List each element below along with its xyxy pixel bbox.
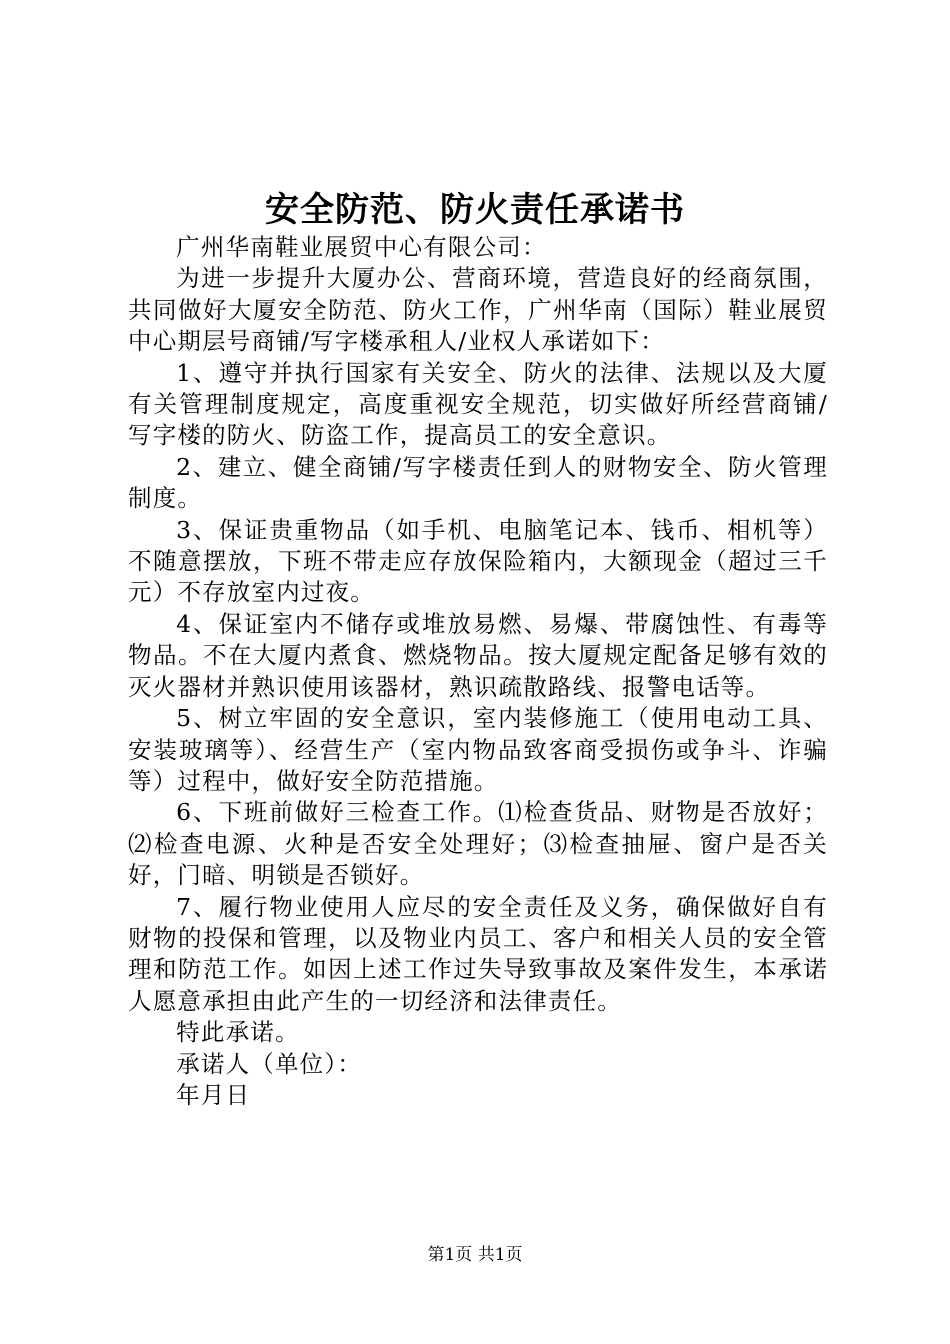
clause-4: 4、保证室内不储存或堆放易燃、易爆、带腐蚀性、有毒等物品。不在大厦内煮食、燃烧物品。按大厦规定配备足够有效的灭火器材并熟识使用该器材，熟识疏散路线、报警电话等。 <box>128 609 828 701</box>
document-title: 安全防范、防火责任承诺书 <box>265 190 685 230</box>
clause-3: 3、保证贵重物品（如手机、电脑笔记本、钱币、相机等）不随意摆放，下班不带走应存放保险箱内，大额现金（超过三千元）不存放室内过夜。 <box>128 515 828 607</box>
date-line: 年月日 <box>176 1080 251 1109</box>
clause-1: 1、遵守并执行国家有关安全、防火的法律、法规以及大厦有关管理制度规定，高度重视安全规范，切实做好所经营商铺/写字楼的防火、防盗工作，提高员工的安全意识。 <box>128 358 828 450</box>
addressee: 广州华南鞋业展贸中心有限公司： <box>176 233 547 261</box>
clause-7: 7、履行物业使用人应尽的安全责任及义务，确保做好自有财物的投保和管理，以及物业内员工、客户和相关人员的安全管理和防范工作。如因上述工作过失导致事故及案件发生，本承诺人愿意承担由此产生的一切经济和法律责任。 <box>128 892 828 1015</box>
intro-paragraph: 为进一步提升大厦办公、营商环境，营造良好的经商氛围，共同做好大厦安全防范、防火工作，广州华南（国际）鞋业展贸中心期层号商铺/写字楼承租人/业权人承诺如下： <box>128 264 828 356</box>
clause-2: 2、建立、健全商铺/写字楼责任到人的财物安全、防火管理制度。 <box>128 452 828 513</box>
clause-6: 6、下班前做好三检查工作。⑴检查货品、财物是否放好；⑵检查电源、火种是否安全处理好；⑶检查抽屉、窗户是否关好，门暗、明锁是否锁好。 <box>128 798 828 890</box>
page-footer: 第1页 共1页 <box>427 1245 523 1265</box>
document-body <box>128 232 828 1111</box>
signatory-line: 承诺人（单位）： <box>176 1049 363 1078</box>
closing-statement: 特此承诺。 <box>176 1018 300 1047</box>
clause-5: 5、树立牢固的安全意识，室内装修施工（使用电动工具、安装玻璃等）、经营生产（室内物品致客商受损伤或争斗、诈骗等）过程中，做好安全防范措施。 <box>128 704 828 795</box>
